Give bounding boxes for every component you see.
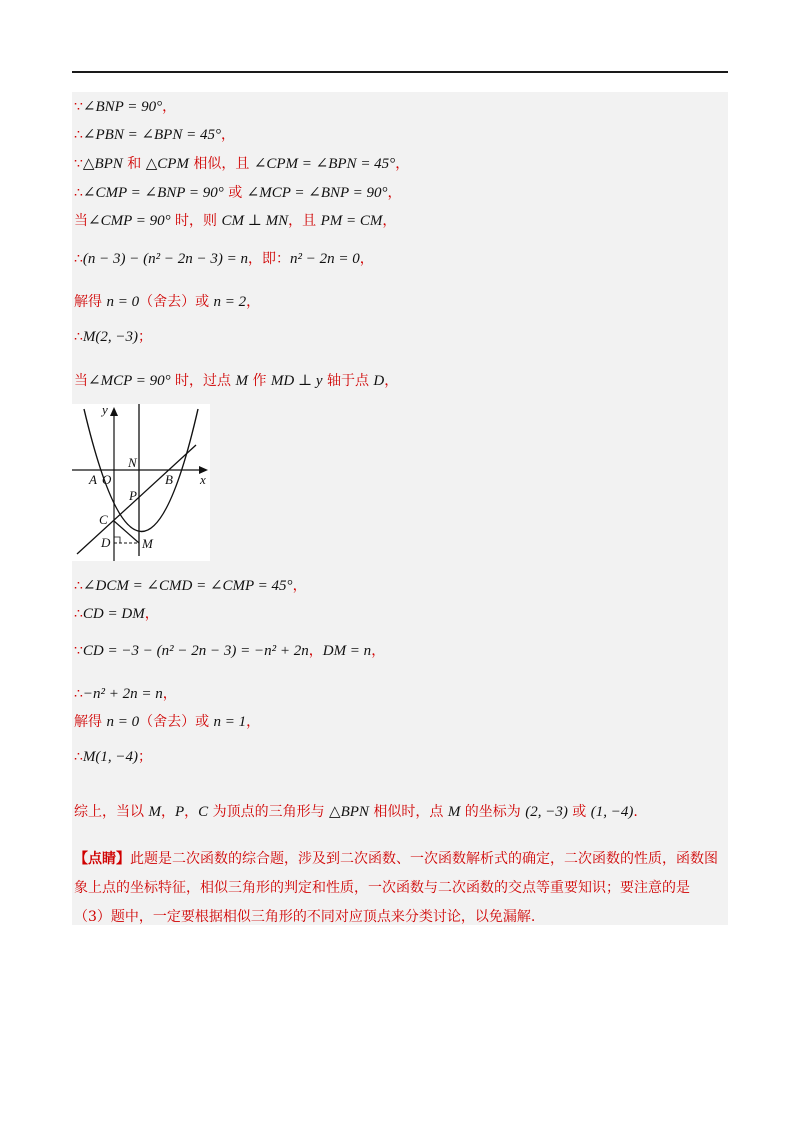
math-expression: n = 0 [106, 294, 140, 310]
solution-line-13 [74, 685, 177, 703]
header-rule [72, 71, 728, 73]
math-expression: M(1, −4) [82, 749, 139, 765]
math-expression: ∠MCP = 90° [88, 373, 171, 389]
line-text: ， [162, 99, 177, 115]
math-expression: M [447, 804, 461, 820]
label-y: y [102, 404, 108, 417]
math-expression: ∠CPM = ∠BPN = 45° [253, 156, 396, 172]
right-angle-mark [114, 537, 120, 543]
line-text: 时，则 [170, 213, 222, 229]
math-expression: n = 2 [213, 294, 247, 310]
math-expression: C [198, 804, 209, 820]
line-text: 相似时，点 [368, 804, 448, 820]
y-axis-arrow [110, 407, 118, 416]
math-expression: ∠BNP = 90° [82, 99, 163, 115]
line-text: 相似，且 [188, 156, 254, 172]
key-point-text: 象上点的坐标特征，相似三角形的判定和性质，一次函数与二次函数的交点等重要知识；要注意的是 [74, 880, 690, 896]
math-expression: (n − 3) − (n² − 2n − 3) = n [82, 251, 249, 267]
line-prefix: 当 [74, 213, 88, 229]
segment-cm [114, 521, 139, 543]
key-point-note-line-3 [74, 908, 535, 926]
line-text: ， [308, 643, 323, 659]
solution-line-1 [74, 98, 176, 116]
line-text: ，即： [248, 251, 291, 267]
line-prefix: 解得 [74, 714, 107, 730]
line-text: ， [246, 294, 261, 310]
parabola-figure [72, 404, 210, 561]
solution-line-9 [74, 372, 398, 390]
line-text: 和 [122, 156, 146, 172]
line-text: ， [395, 156, 410, 172]
solution-line-11 [74, 605, 159, 623]
line-text: ， [292, 578, 307, 594]
line-prefix: ∵ [74, 643, 83, 659]
solution-line-7 [74, 293, 260, 311]
key-point-tag: 【点睛】 [74, 851, 130, 867]
label-m: M [142, 536, 153, 551]
line-text: 或 [567, 804, 591, 820]
key-point-text: 此题是二次函数的综合题，涉及到二次函数、一次函数解析式的确定，二次函数的性质，函数图 [130, 851, 718, 867]
math-expression: ∠DCM = ∠CMD = ∠CMP = 45° [82, 578, 293, 594]
line-prefix: ∴ [74, 127, 83, 143]
label-n: N [128, 455, 137, 470]
line-text: 或 [223, 185, 247, 201]
math-expression: n = 1 [213, 714, 247, 730]
line-text: 轴于点 [322, 373, 374, 389]
label-x: x [200, 472, 206, 487]
solution-line-14 [74, 713, 260, 731]
math-expression: n = 0 [106, 714, 140, 730]
math-expression: CD = −3 − (n² − 2n − 3) = −n² + 2n [82, 643, 309, 659]
math-expression: △BPN [329, 804, 369, 820]
key-point-note-line-1 [74, 850, 718, 868]
solution-line-5 [74, 212, 396, 230]
math-expression: M [235, 373, 248, 389]
line-text: ， [371, 643, 386, 659]
math-expression: CD = DM [82, 606, 145, 622]
math-expression: (2, −3) [525, 804, 568, 820]
math-expression: ∠CMP = 90° [88, 213, 171, 229]
line-text: 时，过点 [170, 373, 236, 389]
line-text: 的坐标为 [460, 804, 526, 820]
line-text: ， [144, 606, 159, 622]
solution-line-12 [74, 642, 385, 660]
solution-line-2 [74, 126, 235, 144]
line-prefix: ∴ [74, 185, 83, 201]
math-expression: −n² + 2n = n [82, 686, 163, 702]
line-text: ； [138, 749, 153, 765]
line-text: ， [246, 714, 261, 730]
line-text: ， [162, 686, 177, 702]
math-expression: △CPM [145, 156, 189, 172]
math-expression: ∠PBN = ∠BPN = 45° [82, 127, 221, 143]
line-prefix: ∴ [74, 749, 83, 765]
line-text: ， [384, 373, 399, 389]
line-prefix: 解得 [74, 294, 107, 310]
line-prefix: ∴ [74, 606, 83, 622]
math-expression: M(2, −3) [82, 329, 139, 345]
line-text: ， [359, 251, 374, 267]
label-d: D [101, 535, 111, 550]
solution-line-15 [74, 748, 152, 766]
line-text: ， [220, 127, 235, 143]
math-expression: ∠CMP = ∠BNP = 90° [82, 185, 224, 201]
line-prefix: ∴ [74, 251, 83, 267]
line-text: （舍去）或 [139, 294, 214, 310]
solution-line-4 [74, 184, 402, 202]
solution-line-10 [74, 577, 307, 595]
line-text: ， [160, 804, 175, 820]
label-c: C [99, 512, 108, 527]
line-prefix: 综上，当以 [74, 804, 149, 820]
math-expression: MD ⊥ y [270, 373, 323, 389]
line-text: . [633, 804, 638, 820]
solution-line-3 [74, 155, 409, 173]
label-a: A [89, 472, 97, 487]
parabola-diagram [72, 404, 210, 561]
label-o: O [102, 472, 112, 487]
line-text: ，且 [288, 213, 321, 229]
line-prefix: ∴ [74, 329, 83, 345]
math-expression: (1, −4) [590, 804, 634, 820]
math-expression: P [174, 804, 185, 820]
line-text: ； [138, 329, 153, 345]
solution-line-16 [74, 803, 638, 821]
line-text: ， [382, 213, 397, 229]
math-expression: △BPN [82, 156, 123, 172]
math-expression: DM = n [322, 643, 372, 659]
line-text: 作 [248, 373, 271, 389]
key-point-note-line-2 [74, 879, 690, 897]
key-point-text: （3）题中，一定要根据相似三角形的不同对应顶点来分类讨论，以免漏解. [74, 909, 536, 925]
line-prefix: 当 [74, 373, 88, 389]
math-expression: ∠MCP = ∠BNP = 90° [246, 185, 388, 201]
solution-line-6 [74, 250, 374, 268]
line-prefix: ∴ [74, 686, 83, 702]
math-expression: CM ⊥ MN [221, 213, 289, 229]
line-text: ， [184, 804, 199, 820]
math-expression: M [148, 804, 161, 820]
math-expression: n² − 2n = 0 [290, 251, 360, 267]
line-prefix: ∵ [74, 156, 83, 172]
math-expression: PM = CM [320, 213, 383, 229]
line-text: 为顶点的三角形与 [208, 804, 330, 820]
line-text: （舍去）或 [139, 714, 214, 730]
line-prefix: ∵ [74, 99, 83, 115]
math-expression: D [373, 373, 385, 389]
label-p: P [129, 488, 137, 503]
solution-line-8 [74, 328, 152, 346]
line-prefix: ∴ [74, 578, 83, 594]
line-text: ， [387, 185, 402, 201]
label-b: B [165, 472, 173, 487]
